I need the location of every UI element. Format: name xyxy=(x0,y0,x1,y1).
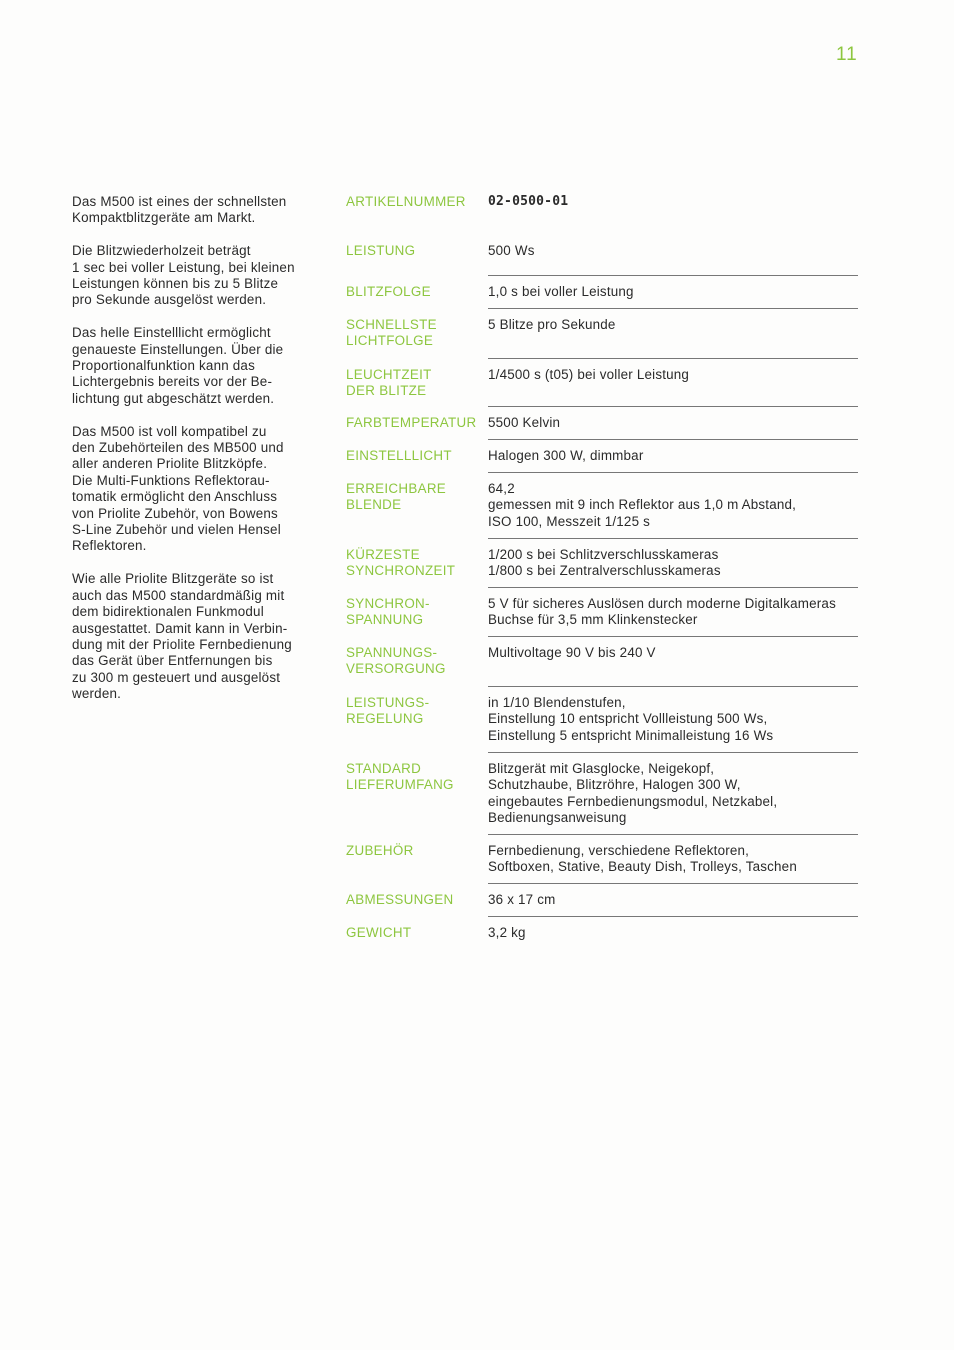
page-number: 11 xyxy=(836,44,858,65)
spec-label: ZUBEHÖR xyxy=(346,843,414,858)
spec-label: SCHNELLSTE LICHTFOLGE xyxy=(346,317,437,349)
spec-value: in 1/10 Blendenstufen, Einstellung 10 entspricht Vollleistung 500 Ws, Einstellung 5 entspricht Minimalleistung 16 Ws xyxy=(488,695,774,743)
spec-row-kuerzeste-synchronzeit xyxy=(346,539,858,588)
spec-row-synchronspannung xyxy=(346,588,858,637)
spec-value: 64,2 gemessen mit 9 inch Reflektor aus 1,0 m Abstand, ISO 100, Messzeit 1/125 s xyxy=(488,481,797,529)
spec-label: BLITZFOLGE xyxy=(346,284,431,299)
spec-value: Blitzgerät mit Glasglocke, Neigekopf, Schutzhaube, Blitzröhre, Halogen 300 W, eingebautes Fernbedienungsmodul, Netzkabel, Bedienungsanweisung xyxy=(488,761,778,826)
spec-value: 5 V für sicheres Auslösen durch moderne Digitalkameras Buchse für 3,5 mm Klinkenstecker xyxy=(488,596,836,628)
spec-label: KÜRZESTE SYNCHRONZEIT xyxy=(346,547,456,579)
spec-label: GEWICHT xyxy=(346,925,412,940)
intro-paragraph-1: Das M500 ist eines der schnellsten Kompaktblitzgeräte am Markt. xyxy=(72,194,287,226)
spec-row-farbtemperatur xyxy=(346,407,858,440)
spec-label: LEISTUNG xyxy=(346,243,416,258)
spec-value: Fernbedienung, verschiedene Reflektoren, Softboxen, Stative, Beauty Dish, Trolleys, Taschen xyxy=(488,843,797,875)
spec-value: 500 Ws xyxy=(488,243,535,258)
spec-row-zubehoer xyxy=(346,835,858,884)
spec-row-gewicht xyxy=(346,917,858,950)
spec-value: Multivoltage 90 V bis 240 V xyxy=(488,645,656,660)
spec-row-schnellste-lichtfolge xyxy=(346,309,858,359)
spec-row-leistungsregelung xyxy=(346,687,858,753)
spec-row-standard-lieferumfang xyxy=(346,753,858,835)
spec-row-artikelnummer xyxy=(346,194,858,243)
spec-table xyxy=(346,194,858,950)
spec-label: STANDARD LIEFERUMFANG xyxy=(346,761,454,793)
intro-text xyxy=(72,194,322,719)
spec-row-leistung xyxy=(346,243,858,276)
spec-label: LEISTUNGS- REGELUNG xyxy=(346,695,430,727)
spec-row-abmessungen xyxy=(346,884,858,917)
spec-label: EINSTELLLICHT xyxy=(346,448,452,463)
spec-value: 1/4500 s (t05) bei voller Leistung xyxy=(488,367,690,382)
spec-row-blitzfolge xyxy=(346,276,858,309)
spec-value: Halogen 300 W, dimmbar xyxy=(488,448,644,463)
spec-value: 5500 Kelvin xyxy=(488,415,561,430)
spec-label: ERREICHBARE BLENDE xyxy=(346,481,447,513)
spec-label: FARBTEMPERATUR xyxy=(346,415,477,430)
intro-paragraph-4: Das M500 ist voll kompatibel zu den Zubehörteilen des MB500 und aller anderen Priolite Blitzköpfe. Die Multi-Funktions Reflektorau- tomatik ermöglicht den Anschluss von Priolite Zubehör, von Bowens S-Line Zubehör und vielen Hensel Reflektoren. xyxy=(72,423,284,554)
spec-row-erreichbare-blende xyxy=(346,473,858,539)
spec-value: 1,0 s bei voller Leistung xyxy=(488,284,634,299)
spec-label: ARTIKELNUMMER xyxy=(346,194,466,209)
spec-label: SPANNUNGS- VERSORGUNG xyxy=(346,645,446,677)
spec-value: 5 Blitze pro Sekunde xyxy=(488,317,616,332)
spec-value: 1/200 s bei Schlitzverschlusskameras 1/800 s bei Zentralverschlusskameras xyxy=(488,547,721,579)
spec-label: LEUCHTZEIT DER BLITZE xyxy=(346,367,432,399)
intro-paragraph-5: Wie alle Priolite Blitzgeräte so ist auch das M500 standardmäßig mit dem bidirektionalen Funkmodul ausgestattet. Damit kann in Verbin- dung mit der Priolite Fernbedienung das Gerät über Entfernungen bis zu 300 m gesteuert und ausgelöst werden. xyxy=(72,571,292,702)
spec-value: 36 x 17 cm xyxy=(488,892,556,907)
intro-paragraph-3: Das helle Einstelllicht ermöglicht genaueste Einstellungen. Über die Proportionalfunktion kann das Lichtergebnis bereits vor der Be- lichtung gut abgeschätzt werden. xyxy=(72,325,284,406)
spec-value: 02-0500-01 xyxy=(488,194,569,209)
spec-row-leuchtzeit xyxy=(346,359,858,407)
spec-row-spannungsversorgung xyxy=(346,637,858,687)
spec-value: 3,2 kg xyxy=(488,925,526,940)
spec-label: ABMESSUNGEN xyxy=(346,892,454,907)
intro-paragraph-2: Die Blitzwiederholzeit beträgt 1 sec bei voller Leistung, bei kleinen Leistungen können bis zu 5 Blitze pro Sekunde ausgelöst werden. xyxy=(72,243,295,308)
spec-label: SYNCHRON- SPANNUNG xyxy=(346,596,430,628)
spec-row-einstelllicht xyxy=(346,440,858,473)
